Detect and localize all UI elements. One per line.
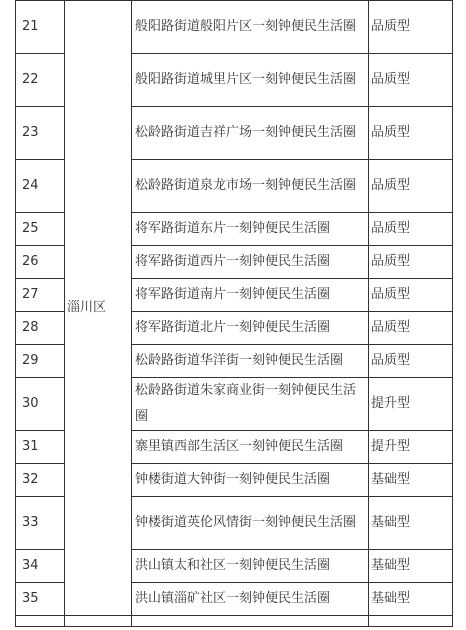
table-row: [16, 1, 453, 54]
empty-cell: [369, 616, 453, 627]
circle-name: 洪山镇太和社区一刻钟便民生活圈: [132, 550, 369, 583]
circle-name: 般阳路街道城里片区一刻钟便民生活圈: [132, 54, 369, 107]
circle-type: 品质型: [369, 312, 453, 345]
empty-cell: [65, 616, 132, 627]
row-number: 21: [16, 1, 65, 54]
circle-name: 将军路街道南片一刻钟便民生活圈: [132, 279, 369, 312]
empty-cell: [16, 616, 65, 627]
circle-name: 将军路街道东片一刻钟便民生活圈: [132, 213, 369, 246]
circle-type: 基础型: [369, 583, 453, 616]
table-body: [16, 1, 453, 627]
row-number: 27: [16, 279, 65, 312]
circle-type: 基础型: [369, 550, 453, 583]
district-cell: 淄川区: [65, 1, 132, 616]
circle-name: 洪山镇淄矿社区一刻钟便民生活圈: [132, 583, 369, 616]
circle-type: 基础型: [369, 464, 453, 497]
row-number: 25: [16, 213, 65, 246]
circle-type: 品质型: [369, 279, 453, 312]
row-number: 30: [16, 378, 65, 431]
circle-type: 品质型: [369, 246, 453, 279]
row-number: 33: [16, 497, 65, 550]
circle-type: 品质型: [369, 107, 453, 160]
circle-type: 品质型: [369, 160, 453, 213]
circle-name: 寨里镇西部生活区一刻钟便民生活圈: [132, 431, 369, 464]
row-number: 32: [16, 464, 65, 497]
row-number: 28: [16, 312, 65, 345]
row-number: 31: [16, 431, 65, 464]
circle-type: 品质型: [369, 54, 453, 107]
row-number: 26: [16, 246, 65, 279]
circle-name: 钟楼街道大钟街一刻钟便民生活圈: [132, 464, 369, 497]
circle-type: 提升型: [369, 378, 453, 431]
circle-name: 将军路街道西片一刻钟便民生活圈: [132, 246, 369, 279]
circle-name: 松龄路街道泉龙市场一刻钟便民生活圈: [132, 160, 369, 213]
table-row-partial: [16, 616, 453, 627]
circle-name: 松龄路街道华洋街一刻钟便民生活圈: [132, 345, 369, 378]
circle-type: 提升型: [369, 431, 453, 464]
row-number: 35: [16, 583, 65, 616]
circle-name: 般阳路街道般阳片区一刻钟便民生活圈: [132, 1, 369, 54]
row-number: 29: [16, 345, 65, 378]
row-number: 23: [16, 107, 65, 160]
row-number: 34: [16, 550, 65, 583]
community-circle-table: [15, 0, 453, 627]
circle-name: 将军路街道北片一刻钟便民生活圈: [132, 312, 369, 345]
circle-name: 松龄路街道朱家商业街一刻钟便民生活圈: [132, 378, 369, 431]
empty-cell: [132, 616, 369, 627]
row-number: 22: [16, 54, 65, 107]
circle-name: 松龄路街道吉祥广场一刻钟便民生活圈: [132, 107, 369, 160]
circle-type: 品质型: [369, 345, 453, 378]
row-number: 24: [16, 160, 65, 213]
circle-type: 品质型: [369, 1, 453, 54]
circle-type: 基础型: [369, 497, 453, 550]
circle-type: 品质型: [369, 213, 453, 246]
circle-name: 钟楼街道英伦风情街一刻钟便民生活圈: [132, 497, 369, 550]
